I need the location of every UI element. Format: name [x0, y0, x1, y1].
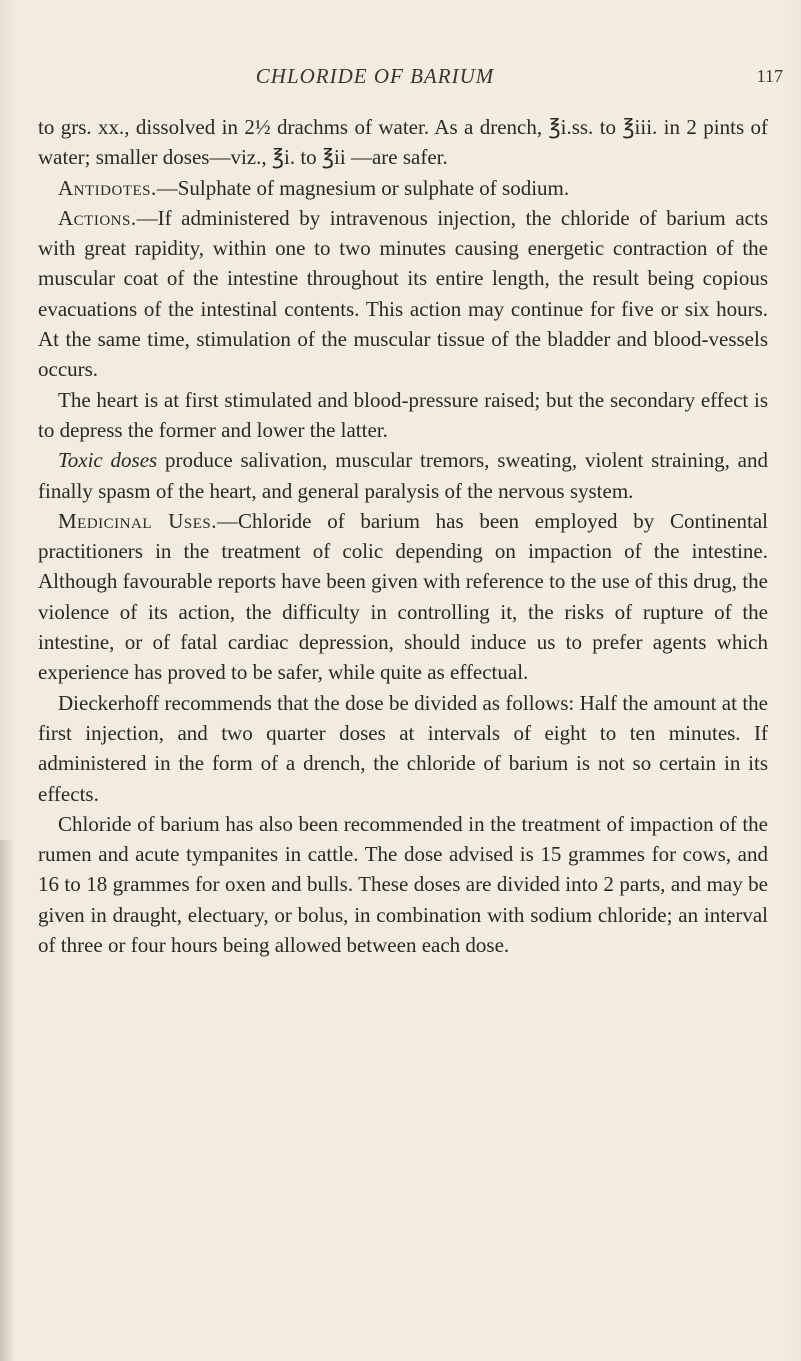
actions-text: —If administered by intravenous injection, the chloride of barium acts with great rapidity, within one to two minutes causing energetic contraction of the muscular coat of the intestine throughout its entire length, the result being copious evacuations of the intestinal contents. This action may continue for five or six hours. At the same time, stimulation of the muscular tissue of the bladder and blood-vessels occurs. [38, 205, 768, 382]
medicinal-uses-heading: Medicinal Uses. [58, 508, 217, 533]
paragraph-actions [38, 203, 768, 385]
page-header [0, 64, 801, 94]
paragraph-toxic-doses [38, 445, 768, 506]
toxic-doses-text: produce salivation, muscular tremors, sweating, violent straining, and finally spasm of the heart, and general paralysis of the nervous system. [38, 448, 768, 503]
paragraph-antidotes [38, 173, 768, 203]
page-edge-shadow [0, 840, 14, 1361]
paragraph-dieckerhoff: Dieckerhoff recommends that the dose be divided as follows: Half the amount at the first injection, and two quarter doses at intervals of eight to ten minutes. If administered in the form of a drench, the chloride of barium is not so certain in its effects. [38, 690, 768, 806]
page-number: 117 [756, 66, 783, 86]
paragraph-cattle-treatment: Chloride of barium has also been recommended in the treatment of impaction of the rumen and acute tympanites in cattle. The dose advised is 15 grammes for cows, and 16 to 18 grammes for oxen and bulls. These doses are divided into 2 parts, and may be given in draught, electuary, or bolus, in combination with sodium chloride; an interval of three or four hours being allowed between each dose. [38, 811, 768, 958]
paragraph-dosage-continued: to grs. xx., dissolved in 2½ drachms of water. As a drench, ℥i.ss. to ℥iii. in 2 pints of water; smaller doses—viz., ℥i. to ℥ii —are safer. [38, 115, 768, 170]
antidotes-text: —Sulphate of magnesium or sulphate of sodium. [156, 175, 570, 200]
antidotes-heading: Antidotes. [58, 175, 157, 200]
medicinal-uses-text: —Chloride of barium has been employed by Continental practitioners in the treatment of colic depending on impaction of the intestine. Although favourable reports have been given with reference to the use of this drug, the violence of its action, the difficulty in controlling it, the risks of rupture of the intestine, or of fatal cardiac depression, should induce us to prefer agents which experience has proved to be safer, while quite as effectual. [38, 508, 768, 685]
actions-heading: Actions. [58, 205, 137, 230]
body-text [38, 112, 768, 960]
paragraph-heart-effects: The heart is at first stimulated and blood-pressure raised; but the secondary effect is to depress the former and lower the latter. [38, 387, 768, 442]
toxic-doses-heading: Toxic doses [58, 448, 158, 473]
paragraph-medicinal-uses [38, 506, 768, 688]
running-head: CHLORIDE OF BARIUM [255, 64, 495, 88]
